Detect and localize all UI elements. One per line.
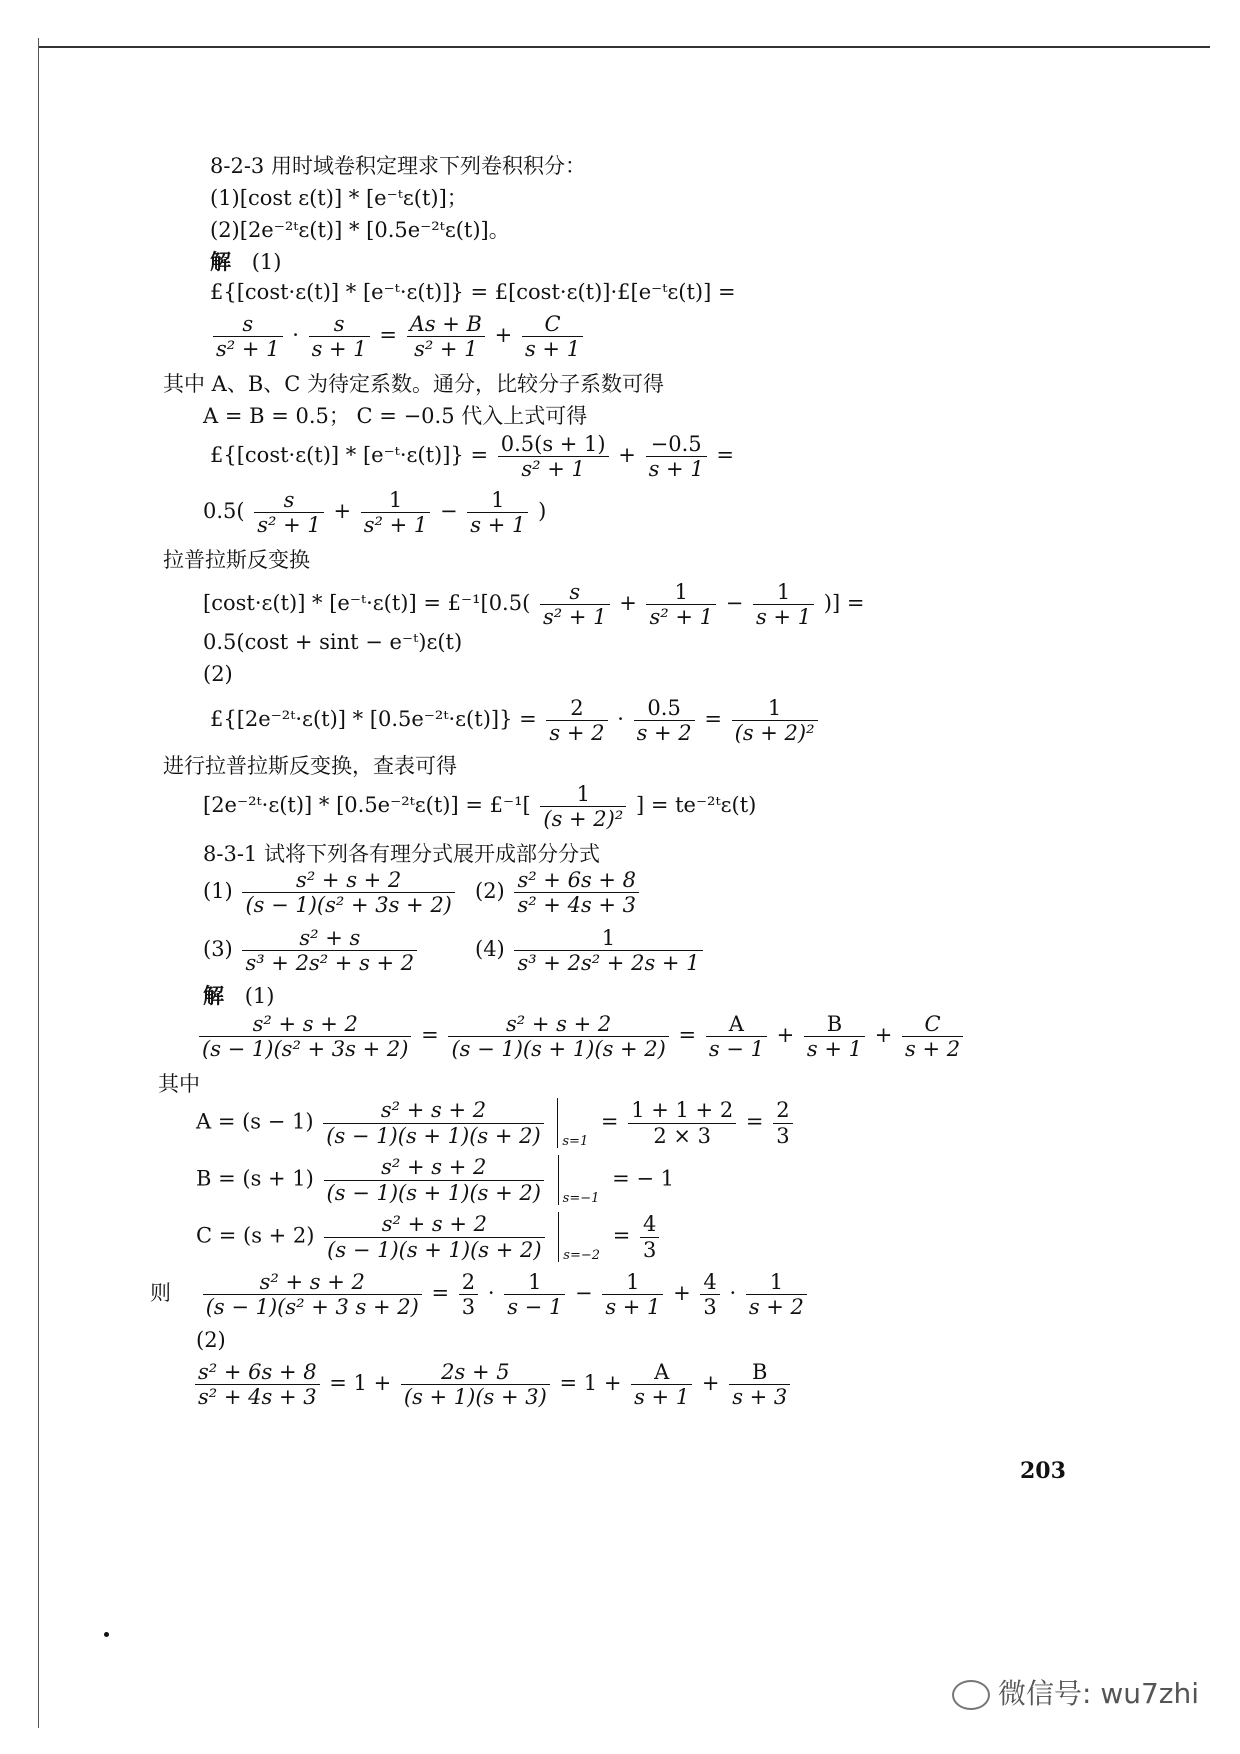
fraction-numerator: s bbox=[309, 312, 370, 337]
expanded-line bbox=[203, 488, 546, 537]
fraction-denominator: s + 2 bbox=[549, 721, 605, 746]
fraction-numerator: s² + s + 2 bbox=[448, 1012, 668, 1037]
fraction-denominator: s² + 1 bbox=[542, 605, 607, 630]
operator: · bbox=[729, 1281, 737, 1306]
operator: + bbox=[701, 1371, 720, 1396]
fraction-numerator: C bbox=[902, 1012, 963, 1037]
item-label: (3) bbox=[203, 937, 233, 962]
expression: [cost·ε(t)] * [e⁻ᵗ·ε(t)] = £⁻¹[0.5( bbox=[203, 591, 531, 616]
expression: )] = bbox=[823, 591, 865, 616]
item-label: (2) bbox=[475, 879, 505, 904]
operator: = bbox=[379, 323, 397, 348]
inverse-transform-note: 拉普拉斯反变换 bbox=[163, 548, 310, 572]
fraction-denominator: s + 1 bbox=[634, 1385, 690, 1410]
fraction-numerator: 1 bbox=[467, 488, 528, 513]
solution-label-text: 解 bbox=[210, 249, 231, 274]
wechat-logo-icon bbox=[952, 1680, 990, 1710]
fraction-numerator: 4 bbox=[640, 1212, 659, 1237]
expression: 0.5( bbox=[203, 499, 245, 524]
fraction bbox=[242, 868, 454, 917]
fraction-numerator: B bbox=[729, 1360, 790, 1385]
part-2-label: (2) bbox=[203, 662, 233, 686]
fraction-numerator: 0.5 bbox=[634, 696, 695, 721]
fraction-numerator: s bbox=[254, 488, 324, 513]
problem-heading-8-3-1: 8-3-1 试将下列各有理分式展开成部分分式 bbox=[203, 842, 600, 866]
fraction bbox=[602, 1270, 663, 1319]
coefficient-values: A = B = 0.5； C = −0.5 代入上式可得 bbox=[203, 404, 588, 428]
solution-label bbox=[210, 246, 281, 276]
operator: = bbox=[716, 443, 734, 468]
fraction bbox=[242, 926, 417, 975]
operator: + bbox=[494, 323, 513, 348]
expression: A = (s − 1) bbox=[196, 1109, 314, 1134]
fraction bbox=[459, 1270, 478, 1319]
coefficient-note: 其中 A、B、C 为待定系数。通分，比较分子系数可得 bbox=[163, 372, 665, 396]
fraction-denominator: s + 1 bbox=[648, 457, 704, 482]
fraction-numerator: A bbox=[631, 1360, 692, 1385]
lookup-note: 进行拉普拉斯反变换，查表可得 bbox=[163, 754, 457, 778]
fraction-numerator: s² + 6s + 8 bbox=[195, 1360, 320, 1385]
fraction bbox=[199, 1012, 411, 1061]
fraction bbox=[361, 488, 431, 537]
fraction-denominator: s + 1 bbox=[755, 605, 812, 630]
result-line: 0.5(cost + sint − e⁻ᵗ)ε(t) bbox=[203, 630, 463, 654]
watermark-text: 微信号: wu7zhi bbox=[998, 1677, 1200, 1710]
fraction-denominator: s² + 1 bbox=[414, 337, 478, 362]
fraction-numerator: B bbox=[804, 1012, 865, 1037]
fraction bbox=[902, 1012, 963, 1061]
left-margin-line bbox=[38, 38, 39, 1728]
expression: B = (s + 1) bbox=[196, 1166, 314, 1191]
fraction-denominator: (s − 1)(s + 1)(s + 2) bbox=[326, 1123, 541, 1148]
fraction-numerator: 4 bbox=[700, 1270, 719, 1295]
fraction bbox=[640, 1212, 659, 1261]
fraction-denominator: s² + 4s + 3 bbox=[198, 1385, 317, 1410]
fraction-numerator: s² + s + 2 bbox=[324, 1155, 544, 1180]
operator: = bbox=[704, 707, 722, 732]
fraction-numerator: s bbox=[213, 312, 283, 337]
fraction-numerator: s² + s bbox=[242, 926, 417, 951]
fraction-numerator: 1 + 1 + 2 bbox=[628, 1098, 736, 1123]
problem-item-1: (1)[cost ε(t)] * [e⁻ᵗε(t)]； bbox=[210, 186, 468, 210]
where-label: 其中 bbox=[158, 1072, 200, 1096]
expression: ] = te⁻²ᵗε(t) bbox=[635, 793, 757, 818]
partial-fraction-part2 bbox=[192, 1360, 793, 1409]
fraction-numerator: C bbox=[522, 312, 583, 337]
fraction bbox=[203, 1270, 422, 1319]
fraction-denominator: 3 bbox=[461, 1295, 476, 1320]
fraction-numerator: A bbox=[706, 1012, 767, 1037]
fraction-numerator: s bbox=[540, 580, 610, 605]
expression: = 1 + bbox=[329, 1371, 392, 1396]
operator: · bbox=[617, 707, 624, 732]
solution-label-2 bbox=[203, 980, 274, 1010]
fraction-denominator: 3 bbox=[703, 1295, 717, 1320]
fraction bbox=[254, 488, 324, 537]
operator: + bbox=[776, 1023, 795, 1048]
item-label: (1) bbox=[203, 879, 233, 904]
fraction bbox=[401, 1360, 550, 1409]
fraction-numerator: −0.5 bbox=[646, 432, 707, 457]
fraction-numerator: 1 bbox=[746, 1270, 807, 1295]
problem-fraction-1 bbox=[203, 868, 458, 917]
fraction bbox=[700, 1270, 719, 1319]
expression: [2e⁻²ᵗ·ε(t)] * [0.5e⁻²ᵗε(t)] = £⁻¹[ bbox=[203, 793, 531, 818]
coefficient-B bbox=[196, 1155, 674, 1205]
fraction-denominator: (s + 2)² bbox=[543, 807, 624, 832]
operator: − bbox=[575, 1281, 593, 1306]
operator: + bbox=[619, 591, 637, 616]
fraction bbox=[753, 580, 814, 629]
fraction-denominator: s³ + 2s² + s + 2 bbox=[245, 951, 415, 976]
fraction bbox=[514, 926, 702, 975]
problem-fraction-4 bbox=[475, 926, 706, 975]
inverse-part2-line bbox=[203, 782, 756, 831]
fraction-denominator: (s + 2)² bbox=[734, 721, 815, 746]
fraction bbox=[323, 1098, 543, 1147]
fraction-denominator: s³ + 2s² + 2s + 1 bbox=[517, 951, 700, 976]
evaluation-subscript: s=1 bbox=[562, 1133, 589, 1149]
operator: = bbox=[612, 1223, 631, 1248]
fraction-denominator: (s − 1)(s² + 3s + 2) bbox=[245, 893, 452, 918]
fraction bbox=[546, 696, 607, 745]
operator: · bbox=[487, 1281, 495, 1306]
then-label: 则 bbox=[150, 1281, 171, 1306]
fraction bbox=[195, 1360, 320, 1409]
problem-heading-8-2-3: 8-2-3 用时域卷积定理求下列卷积积分： bbox=[210, 154, 586, 178]
inverse-transform-line bbox=[203, 580, 864, 629]
substituted-line bbox=[210, 432, 734, 481]
fraction-denominator: s + 1 bbox=[524, 337, 581, 362]
evaluation-subscript: s=−2 bbox=[563, 1247, 601, 1263]
fraction-denominator: s² + 1 bbox=[649, 605, 713, 630]
fraction bbox=[646, 580, 716, 629]
fraction-numerator: 1 bbox=[602, 1270, 663, 1295]
operator: + bbox=[333, 499, 352, 524]
fraction bbox=[631, 1360, 692, 1409]
laplace-product-line: £{[cost·ε(t)] * [e⁻ᵗ·ε(t)]} = £[cost·ε(t)]·£[e⁻ᵗε(t)] = bbox=[210, 280, 736, 304]
fraction-denominator: s² + 1 bbox=[521, 457, 585, 482]
fraction bbox=[646, 432, 707, 481]
fraction-numerator: As + B bbox=[407, 312, 485, 337]
fraction-numerator: 1 bbox=[361, 488, 431, 513]
solution-number: (1) bbox=[244, 984, 275, 1008]
expression: = − 1 bbox=[612, 1166, 674, 1191]
item-label: (4) bbox=[475, 937, 505, 962]
fraction bbox=[706, 1012, 767, 1061]
fraction-denominator: (s − 1)(s² + 3s + 2) bbox=[202, 1037, 409, 1062]
expression: £{[2e⁻²ᵗ·ε(t)] * [0.5e⁻²ᵗ·ε(t)]} = bbox=[210, 707, 537, 732]
top-rule bbox=[38, 46, 1210, 48]
evaluation-bar bbox=[558, 1155, 559, 1205]
fraction bbox=[804, 1012, 865, 1061]
fraction-denominator: s + 1 bbox=[311, 337, 367, 362]
fraction-denominator: s² + 1 bbox=[257, 513, 321, 538]
operator: − bbox=[439, 499, 458, 524]
fraction bbox=[729, 1360, 790, 1409]
fraction-denominator: (s − 1)(s + 1)(s + 2) bbox=[451, 1037, 666, 1062]
fraction bbox=[514, 868, 639, 917]
fraction-numerator: 2 bbox=[773, 1098, 792, 1123]
fraction-denominator: s − 1 bbox=[708, 1037, 764, 1062]
fraction-numerator: s² + 6s + 8 bbox=[514, 868, 639, 893]
fraction-denominator: 3 bbox=[776, 1123, 790, 1148]
partial-fraction-setup bbox=[196, 1012, 966, 1061]
fraction-numerator: s² + s + 2 bbox=[199, 1012, 411, 1037]
fraction-denominator: (s − 1)(s² + 3 s + 2) bbox=[205, 1295, 419, 1320]
fraction-denominator: 2 × 3 bbox=[653, 1123, 712, 1148]
fraction-numerator: 1 bbox=[504, 1270, 565, 1295]
fraction-denominator: (s − 1)(s + 1)(s + 2) bbox=[327, 1237, 542, 1262]
fraction-denominator: s² + 1 bbox=[363, 513, 428, 538]
part-2-label-b: (2) bbox=[196, 1328, 226, 1352]
evaluation-subscript: s=−1 bbox=[562, 1190, 600, 1206]
wechat-watermark bbox=[952, 1672, 1199, 1712]
fraction-numerator: 1 bbox=[646, 580, 716, 605]
problem-fraction-3 bbox=[203, 926, 420, 975]
operator: · bbox=[292, 323, 299, 348]
fraction bbox=[634, 696, 695, 745]
fraction-numerator: 2 bbox=[546, 696, 607, 721]
scan-dot bbox=[104, 1632, 109, 1637]
expression: C = (s + 2) bbox=[196, 1223, 315, 1248]
operator: = bbox=[431, 1281, 450, 1306]
fraction-denominator: 3 bbox=[643, 1237, 657, 1262]
fraction bbox=[540, 580, 610, 629]
fraction bbox=[773, 1098, 792, 1147]
fraction bbox=[324, 1155, 544, 1204]
fraction bbox=[324, 1212, 544, 1261]
fraction-denominator: (s − 1)(s + 1)(s + 2) bbox=[326, 1180, 541, 1205]
fraction-denominator: (s + 1)(s + 3) bbox=[403, 1385, 547, 1410]
fraction bbox=[522, 312, 583, 361]
expression: £{[cost·ε(t)] * [e⁻ᵗ·ε(t)]} = bbox=[210, 443, 489, 468]
problem-fraction-2 bbox=[475, 868, 642, 917]
fraction-numerator: 1 bbox=[514, 926, 702, 951]
evaluation-bar bbox=[558, 1212, 559, 1262]
fraction-numerator: 2 bbox=[459, 1270, 478, 1295]
fraction-numerator: 1 bbox=[540, 782, 626, 807]
result-expansion bbox=[150, 1270, 810, 1319]
fraction-denominator: s² + 4s + 3 bbox=[517, 893, 637, 918]
fraction-numerator: s² + s + 2 bbox=[323, 1098, 543, 1123]
fraction-denominator: s + 1 bbox=[470, 513, 526, 538]
laplace-fraction-line bbox=[210, 312, 586, 361]
fraction bbox=[504, 1270, 565, 1319]
coefficient-C bbox=[196, 1212, 662, 1262]
fraction-denominator: s + 2 bbox=[748, 1295, 804, 1320]
fraction-numerator: 1 bbox=[753, 580, 814, 605]
fraction-numerator: s² + s + 2 bbox=[324, 1212, 544, 1237]
page-number: 203 bbox=[1020, 1458, 1066, 1484]
solution-label-text: 解 bbox=[203, 983, 224, 1008]
expression: = 1 + bbox=[559, 1371, 622, 1396]
operator: = bbox=[745, 1109, 764, 1134]
fraction-denominator: s² + 1 bbox=[216, 337, 280, 362]
fraction-denominator: s + 3 bbox=[732, 1385, 788, 1410]
fraction bbox=[746, 1270, 807, 1319]
operator: = bbox=[678, 1023, 697, 1048]
fraction-denominator: s + 2 bbox=[636, 721, 692, 746]
operator: + bbox=[874, 1023, 893, 1048]
fraction bbox=[540, 782, 626, 831]
operator: = bbox=[600, 1109, 619, 1134]
fraction bbox=[628, 1098, 736, 1147]
fraction bbox=[498, 432, 609, 481]
operator: + bbox=[618, 443, 636, 468]
expression: ) bbox=[538, 499, 547, 524]
fraction-numerator: 2s + 5 bbox=[401, 1360, 550, 1385]
solution-number: (1) bbox=[251, 250, 282, 274]
operator: + bbox=[673, 1281, 691, 1306]
fraction-numerator: s² + s + 2 bbox=[203, 1270, 422, 1295]
fraction bbox=[407, 312, 485, 361]
fraction bbox=[213, 312, 283, 361]
fraction bbox=[309, 312, 370, 361]
coefficient-A bbox=[196, 1098, 796, 1148]
fraction bbox=[467, 488, 528, 537]
fraction-denominator: s − 1 bbox=[507, 1295, 563, 1320]
fraction-denominator: s + 1 bbox=[806, 1037, 863, 1062]
operator: − bbox=[725, 591, 744, 616]
laplace-part2-line bbox=[210, 696, 821, 745]
evaluation-bar bbox=[557, 1098, 558, 1148]
fraction-numerator: 1 bbox=[732, 696, 818, 721]
operator: = bbox=[421, 1023, 439, 1048]
fraction-denominator: s + 2 bbox=[905, 1037, 961, 1062]
fraction-numerator: 0.5(s + 1) bbox=[498, 432, 609, 457]
problem-item-2: (2)[2e⁻²ᵗε(t)] * [0.5e⁻²ᵗε(t)]。 bbox=[210, 218, 510, 242]
fraction bbox=[448, 1012, 668, 1061]
fraction bbox=[732, 696, 818, 745]
fraction-numerator: s² + s + 2 bbox=[242, 868, 454, 893]
fraction-denominator: s + 1 bbox=[605, 1295, 661, 1320]
